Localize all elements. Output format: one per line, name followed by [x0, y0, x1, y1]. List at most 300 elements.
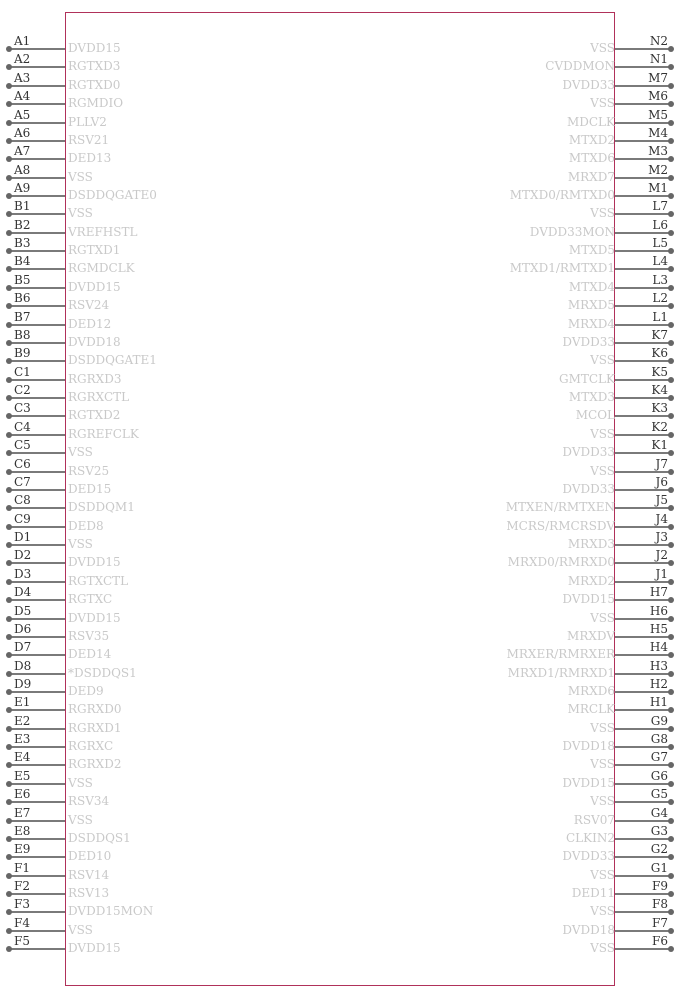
pin-name: MTXD3 — [568, 390, 615, 404]
pin-number: C3 — [14, 401, 31, 416]
pin-number: G1 — [650, 860, 668, 875]
pin-name: DVDD33 — [562, 445, 615, 460]
pin-name: *DSDDQS1 — [68, 665, 137, 680]
pin-name: DVDD33MON — [529, 224, 615, 239]
pin-number: B9 — [14, 346, 31, 361]
pin-name: MRXD6 — [567, 684, 615, 698]
pin-name: VSS — [590, 757, 615, 772]
pin-endpoint-icon — [668, 524, 674, 530]
pin-endpoint-icon — [668, 671, 674, 677]
pin-endpoint-icon — [668, 560, 674, 566]
pin-number: B4 — [14, 254, 31, 269]
pin-name: VSS — [590, 426, 615, 441]
pin-lead — [615, 948, 671, 950]
pin-lead — [615, 452, 671, 454]
pin-lead — [615, 489, 671, 491]
pin-lead — [615, 287, 671, 289]
pin-lead — [615, 709, 671, 711]
pin-name: RSV21 — [68, 132, 110, 147]
pin-name: RGTXD2 — [68, 408, 121, 423]
pin-name: RGRXD2 — [68, 757, 122, 772]
pin-number: F9 — [652, 879, 668, 893]
pin-name: DVDD15MON — [68, 904, 154, 919]
pin-endpoint-icon — [668, 285, 674, 291]
pin-endpoint-icon — [668, 542, 674, 548]
pin-number: L6 — [652, 217, 668, 232]
pin-endpoint-icon — [668, 707, 674, 713]
pin-number: F1 — [14, 860, 30, 875]
pin-name: RGREFCLK — [68, 426, 139, 441]
pin-name: DVDD15 — [68, 555, 121, 570]
pin-number: F2 — [14, 879, 30, 893]
pin-lead — [615, 158, 671, 160]
pin-name: VSS — [590, 41, 615, 55]
pin-name: DVDD18 — [68, 334, 121, 349]
pin-endpoint-icon — [668, 652, 674, 658]
pin-name: VSS — [590, 353, 615, 368]
pin-endpoint-icon — [668, 781, 674, 787]
pin-name: RGRXD0 — [68, 702, 122, 717]
pin-number: F3 — [14, 897, 30, 912]
pin-number: G7 — [650, 750, 668, 765]
pin-name: RGRXD1 — [68, 720, 122, 735]
pin-lead — [615, 195, 671, 197]
pin-name: DSDDQGATE1 — [68, 353, 157, 368]
pin-endpoint-icon — [668, 450, 674, 456]
pin-name: MCRS/RMCRSDV — [506, 518, 615, 533]
pin-name: VSS — [590, 96, 615, 111]
pin-endpoint-icon — [668, 616, 674, 622]
pin-name: RGRXCTL — [68, 390, 130, 404]
pin-lead — [615, 930, 671, 932]
pin-number: H6 — [649, 603, 668, 618]
pin-number: F5 — [14, 934, 30, 949]
pin-name: DVDD33 — [562, 77, 615, 92]
pin-endpoint-icon — [668, 230, 674, 236]
pin-lead — [615, 911, 671, 913]
pin-name: DED12 — [68, 316, 112, 331]
pin-number: M2 — [648, 162, 668, 177]
pin-number: F6 — [652, 934, 668, 949]
pin-number: K7 — [651, 327, 668, 342]
pin-number: C8 — [14, 493, 31, 508]
pin-name: DVDD18 — [562, 922, 615, 937]
pin-name: MRXD1/RMRXD1 — [507, 665, 615, 680]
pin-name: CLKIN2 — [566, 830, 615, 845]
pin-name: RGTXD1 — [68, 243, 121, 258]
pin-name: DVDD33 — [562, 481, 615, 496]
pin-endpoint-icon — [668, 211, 674, 217]
pin-number: M1 — [648, 181, 668, 195]
pin-endpoint-icon — [668, 744, 674, 750]
pin-lead — [615, 324, 671, 326]
pin-lead — [615, 305, 671, 307]
pin-lead — [615, 581, 671, 583]
pin-name: VSS — [590, 904, 615, 919]
pin-name: MRXD2 — [567, 573, 615, 588]
pin-name: VSS — [590, 463, 615, 478]
pin-lead — [615, 562, 671, 564]
pin-endpoint-icon — [668, 854, 674, 860]
pin-lead — [615, 654, 671, 656]
pin-name: MCOL — [575, 408, 615, 423]
pin-endpoint-icon — [668, 358, 674, 364]
pin-name: MDCLK — [566, 114, 615, 129]
pin-name: RSV14 — [68, 867, 110, 882]
pin-endpoint-icon — [668, 322, 674, 328]
pin-number: C9 — [14, 511, 31, 526]
pin-lead — [615, 764, 671, 766]
pin-name: DED8 — [68, 518, 104, 533]
pin-number: C7 — [14, 474, 31, 489]
pin-lead — [615, 783, 671, 785]
pin-number: A4 — [14, 89, 31, 104]
pin-name: DED9 — [68, 684, 104, 698]
pin-name: RSV07 — [573, 812, 615, 827]
pin-number: A3 — [14, 70, 31, 85]
pin-endpoint-icon — [668, 64, 674, 70]
pin-lead — [615, 893, 671, 895]
pin-number: J1 — [655, 566, 668, 581]
pin-number: B1 — [14, 199, 31, 214]
pin-lead — [615, 746, 671, 748]
pin-name: VSS — [590, 610, 615, 625]
pin-number: E6 — [14, 787, 31, 802]
pin-endpoint-icon — [668, 46, 674, 52]
pin-number: E7 — [14, 805, 31, 820]
pin-number: L5 — [652, 236, 668, 251]
pin-endpoint-icon — [668, 634, 674, 640]
pin-endpoint-icon — [668, 726, 674, 732]
pin-number: E2 — [14, 713, 31, 728]
pin-lead — [615, 618, 671, 620]
pin-endpoint-icon — [668, 377, 674, 383]
pin-name: MRCLK — [567, 702, 615, 717]
pin-number: H7 — [649, 585, 668, 600]
pin-name: DED13 — [68, 151, 112, 166]
pin-number: H1 — [649, 695, 668, 710]
pin-lead — [615, 140, 671, 142]
pin-name: RGTXC — [68, 592, 113, 607]
pin-number: B5 — [14, 272, 31, 287]
pin-name: MTXD2 — [568, 132, 615, 147]
pin-name: RGMDIO — [68, 96, 124, 111]
pin-name: VSS — [68, 445, 93, 460]
pin-lead — [615, 875, 671, 877]
pin-lead — [615, 691, 671, 693]
pin-number: A2 — [14, 52, 31, 67]
pin-number: J4 — [655, 511, 668, 526]
pin-number: H4 — [649, 640, 668, 655]
pin-number: G9 — [650, 713, 668, 728]
pin-number: L4 — [652, 254, 668, 269]
pin-number: M4 — [648, 125, 668, 140]
pin-number: L2 — [652, 291, 668, 306]
pin-lead — [615, 48, 671, 50]
pin-number: J5 — [655, 493, 668, 508]
pin-number: M5 — [648, 107, 668, 122]
pin-endpoint-icon — [668, 836, 674, 842]
pin-endpoint-icon — [668, 689, 674, 695]
pin-name: RSV34 — [68, 794, 110, 809]
pin-number: L7 — [652, 199, 668, 214]
pin-name: DVDD15 — [68, 941, 121, 956]
pin-name: CVDDMON — [545, 59, 615, 74]
pin-lead — [615, 232, 671, 234]
pin-number: M3 — [648, 144, 668, 159]
pin-number: F7 — [652, 915, 668, 930]
pin-name: VSS — [590, 867, 615, 882]
pin-number: D4 — [14, 585, 32, 600]
pin-name: MRXD4 — [567, 316, 615, 331]
pin-name: DED11 — [571, 886, 615, 900]
pin-number: D1 — [14, 530, 32, 544]
pin-endpoint-icon — [668, 873, 674, 879]
pin-number: F8 — [652, 897, 668, 912]
pin-lead — [615, 379, 671, 381]
pin-name: VSS — [590, 794, 615, 809]
pin-lead — [615, 507, 671, 509]
pin-number: K3 — [651, 401, 668, 416]
pin-number: D7 — [14, 640, 32, 655]
pin-name: RGTXCTL — [68, 573, 129, 588]
pin-number: A5 — [14, 107, 31, 122]
pin-endpoint-icon — [668, 248, 674, 254]
pin-number: K6 — [651, 346, 668, 361]
pin-lead — [615, 122, 671, 124]
pin-name: MTXD1/RMTXD1 — [509, 261, 615, 276]
pin-name: PLLV2 — [68, 114, 107, 129]
pin-name: RSV13 — [68, 886, 110, 900]
pin-number: D9 — [14, 677, 32, 691]
pin-endpoint-icon — [668, 487, 674, 493]
pin-endpoint-icon — [668, 413, 674, 419]
pin-name: DVDD33 — [562, 849, 615, 864]
pin-name: MRXD0/RMRXD0 — [507, 555, 615, 570]
pin-number: G8 — [650, 732, 668, 747]
pin-name: MTXD4 — [568, 279, 615, 294]
pin-lead — [615, 471, 671, 473]
pin-lead — [615, 360, 671, 362]
pin-name: RSV24 — [68, 298, 110, 313]
pin-number: A9 — [14, 181, 31, 195]
pin-number: D6 — [14, 621, 32, 636]
pin-name: VSS — [590, 720, 615, 735]
pin-endpoint-icon — [668, 266, 674, 272]
pin-name: VSS — [68, 775, 93, 790]
pin-endpoint-icon — [668, 120, 674, 126]
pin-number: E5 — [14, 768, 31, 783]
pin-name: DED15 — [68, 481, 112, 496]
pin-name: RGTXD0 — [68, 77, 121, 92]
pin-number: K5 — [651, 364, 668, 379]
pin-number: E9 — [14, 842, 31, 857]
pin-number: N2 — [649, 34, 668, 48]
pin-lead — [615, 342, 671, 344]
pin-number: F4 — [14, 915, 30, 930]
pin-endpoint-icon — [668, 340, 674, 346]
pin-number: G4 — [650, 805, 668, 820]
pin-lead — [615, 434, 671, 436]
pin-lead — [615, 526, 671, 528]
pin-number: K4 — [651, 383, 668, 397]
pin-lead — [615, 728, 671, 730]
pin-number: B6 — [14, 291, 31, 306]
pin-endpoint-icon — [668, 946, 674, 952]
pin-number: C1 — [14, 364, 31, 379]
pin-lead — [615, 856, 671, 858]
pin-lead — [615, 250, 671, 252]
pin-number: E3 — [14, 732, 31, 747]
pin-name: DED10 — [68, 849, 112, 864]
pin-name: DVDD18 — [562, 739, 615, 754]
pin-name: MRXD5 — [567, 298, 615, 313]
pin-name: RGMDCLK — [68, 261, 135, 276]
pin-number: J6 — [655, 474, 668, 489]
pin-endpoint-icon — [668, 83, 674, 89]
pin-name: MTXD6 — [568, 151, 615, 166]
pin-number: M6 — [648, 89, 668, 104]
pin-endpoint-icon — [668, 138, 674, 144]
pin-endpoint-icon — [668, 891, 674, 897]
pin-name: MRXD3 — [567, 537, 615, 551]
pin-name: RGRXC — [68, 739, 114, 754]
pin-lead — [615, 85, 671, 87]
pin-number: C2 — [14, 383, 31, 397]
pin-number: B7 — [14, 309, 31, 324]
pin-lead — [615, 177, 671, 179]
pin-endpoint-icon — [668, 818, 674, 824]
pin-number: A7 — [14, 144, 31, 159]
pin-lead — [615, 213, 671, 215]
pin-number: D8 — [14, 658, 32, 673]
pin-endpoint-icon — [668, 101, 674, 107]
pin-number: G6 — [650, 768, 668, 783]
pin-name: RGRXD3 — [68, 371, 122, 386]
pin-name: VSS — [590, 206, 615, 221]
pin-name: VREFHSTL — [68, 224, 138, 239]
pin-number: L1 — [652, 309, 668, 324]
pin-lead — [615, 801, 671, 803]
pin-number: B3 — [14, 236, 31, 251]
pin-number: E1 — [14, 695, 31, 710]
pin-name: GMTCLK — [559, 371, 615, 386]
pin-number: K1 — [651, 438, 668, 453]
pin-number: J7 — [655, 456, 668, 471]
pin-number: B8 — [14, 327, 31, 342]
pin-name: VSS — [68, 812, 93, 827]
pin-endpoint-icon — [668, 799, 674, 805]
pin-lead — [615, 66, 671, 68]
pin-number: G5 — [650, 787, 668, 802]
pin-name: MTXD0/RMTXD0 — [509, 188, 615, 202]
pin-lead — [615, 103, 671, 105]
pin-name: DVDD15 — [68, 610, 121, 625]
pin-name: RSV35 — [68, 628, 110, 643]
pin-name: VSS — [68, 169, 93, 184]
pin-endpoint-icon — [668, 175, 674, 181]
pin-endpoint-icon — [668, 303, 674, 309]
pin-name: DVDD15 — [562, 592, 615, 607]
pin-number: C5 — [14, 438, 31, 453]
pin-number: D2 — [14, 548, 32, 563]
pin-number: C4 — [14, 419, 31, 434]
pin-endpoint-icon — [668, 193, 674, 199]
pin-number: J3 — [655, 530, 668, 544]
pin-name: MTXEN/RMTXEN — [505, 500, 615, 515]
pin-number: G3 — [650, 823, 668, 838]
pin-name: RSV25 — [68, 463, 110, 478]
pin-endpoint-icon — [668, 432, 674, 438]
pin-name: VSS — [68, 922, 93, 937]
pin-endpoint-icon — [668, 156, 674, 162]
pin-name: MRXD7 — [567, 169, 615, 184]
pin-number: H3 — [649, 658, 668, 673]
pin-number: E4 — [14, 750, 31, 765]
pin-name: DSDDQS1 — [68, 830, 131, 845]
pin-endpoint-icon — [668, 762, 674, 768]
pin-name: DSDDQM1 — [68, 500, 135, 515]
pin-lead — [615, 820, 671, 822]
pin-endpoint-icon — [668, 395, 674, 401]
pin-number: B2 — [14, 217, 31, 232]
pin-name: MRXER/RMRXER — [506, 647, 615, 662]
pin-number: D5 — [14, 603, 32, 618]
pin-number: A8 — [14, 162, 31, 177]
pin-name: VSS — [68, 206, 93, 221]
pin-name: MTXD5 — [568, 243, 615, 258]
pin-name: DSDDQGATE0 — [68, 188, 157, 202]
pin-number: J2 — [655, 548, 668, 563]
pin-number: E8 — [14, 823, 31, 838]
pin-number: A6 — [14, 125, 31, 140]
pin-name: DED14 — [68, 647, 112, 662]
pin-number: H5 — [649, 621, 668, 636]
pin-name: DVDD15 — [68, 41, 121, 55]
pin-lead — [615, 415, 671, 417]
pin-endpoint-icon — [668, 928, 674, 934]
pin-name: DVDD15 — [562, 775, 615, 790]
pin-number: L3 — [652, 272, 668, 287]
pin-endpoint-icon — [668, 597, 674, 603]
pin-number: M7 — [648, 70, 668, 85]
pin-name: DVDD15 — [68, 279, 121, 294]
pin-lead — [615, 397, 671, 399]
pin-endpoint-icon — [668, 579, 674, 585]
pin-name: MRXDV — [567, 628, 615, 643]
pin-lead — [615, 544, 671, 546]
pin-endpoint-icon — [668, 909, 674, 915]
pin-name: DVDD33 — [562, 334, 615, 349]
pin-number: H2 — [649, 677, 668, 691]
pin-name: RGTXD3 — [68, 59, 121, 74]
pin-endpoint-icon — [668, 505, 674, 511]
pin-lead — [615, 673, 671, 675]
pin-name: VSS — [68, 537, 93, 551]
pin-number: G2 — [650, 842, 668, 857]
pin-name: VSS — [590, 941, 615, 956]
pin-lead — [615, 268, 671, 270]
pin-lead — [615, 636, 671, 638]
pin-lead — [615, 838, 671, 840]
pin-number: K2 — [651, 419, 668, 434]
pin-lead — [615, 599, 671, 601]
pin-number: D3 — [14, 566, 32, 581]
pin-number: N1 — [649, 52, 668, 67]
pin-endpoint-icon — [668, 469, 674, 475]
pin-number: A1 — [14, 34, 31, 48]
pin-number: C6 — [14, 456, 31, 471]
